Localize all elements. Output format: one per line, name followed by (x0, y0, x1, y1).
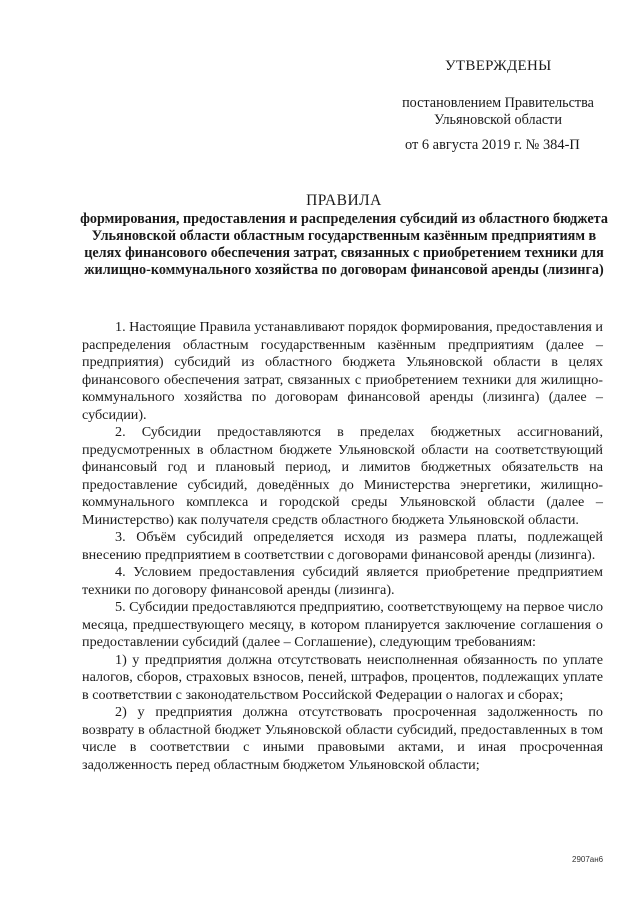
paragraph-5-item-2: 2) у предприятия должна отсутствовать просроченная задолженность по возврату в областной бюджет Ульяновской области субсидий, предоставленных в том числе в соответствии с иными правовыми актами, и иная просроченная задолженность перед областным бюджетом Ульяновской области; (82, 704, 603, 773)
decree-date: от 6 августа 2019 г. № 384-П (405, 137, 580, 153)
approval-heading: УТВЕРЖДЕНЫ (445, 58, 552, 74)
decree-line-1: постановлением Правительства (402, 95, 594, 111)
title-subtitle: формирования, предоставления и распределения субсидий из областного бюджета Ульяновской области областным государственным казённым предприятиям в целях финансового обеспечения затрат, связанных с приобретением техники для жилищно-коммунального хозяйства по договорам финансовой аренды (лизинга) (80, 211, 608, 278)
decree-reference (392, 95, 604, 129)
title-main: ПРАВИЛА (306, 192, 382, 209)
document-code: 2907ан6 (572, 855, 604, 864)
decree-line-2: Ульяновской области (434, 112, 562, 128)
paragraph-2: 2. Субсидии предоставляются в пределах бюджетных ассигнований, предусмотренных в областном бюджете Ульяновской области на соответствующий финансовый год и плановый период, и лимитов бюджетных обязательств на предоставление субсидий, доведённых до Министерства энергетики, жилищно-коммунального комплекса и городской среды Ульяновской области (далее – Министерство) как получателя средств областного бюджета Ульяновской области. (82, 424, 603, 528)
document-title (78, 191, 610, 279)
document-body (82, 319, 603, 774)
paragraph-3: 3. Объём субсидий определяется исходя из размера платы, подлежащей внесению предприятием в соответствии с договорами финансовой аренды (лизинга). (82, 529, 603, 563)
paragraph-5: 5. Субсидии предоставляются предприятию, соответствующему на первое число месяца, предшествующего месяцу, в котором планируется заключение соглашения о предоставлении субсидий (далее – Соглашение), следующим требованиям: (82, 599, 604, 650)
paragraph-5-item-1: 1) у предприятия должна отсутствовать неисполненная обязанность по уплате налогов, сборов, страховых взносов, пеней, штрафов, процентов, подлежащих уплате в соответствии с законодательством Российской Федерации о налогах и сборах; (82, 651, 603, 703)
paragraph-4: 4. Условием предоставления субсидий является приобретение предприятием техники по договору финансовой аренды (лизинга). (82, 564, 603, 598)
paragraph-1: 1. Настоящие Правила устанавливают порядок формирования, предоставления и распределения областным государственным казённым предприятиям (далее – предприятия) субсидий из областного бюджета Ульяновской области в целях финансового обеспечения затрат, связанных с приобретением техники для жилищно-коммунального хозяйства по договорам финансовой аренды (лизинга) (далее – субсидии). (82, 319, 603, 423)
